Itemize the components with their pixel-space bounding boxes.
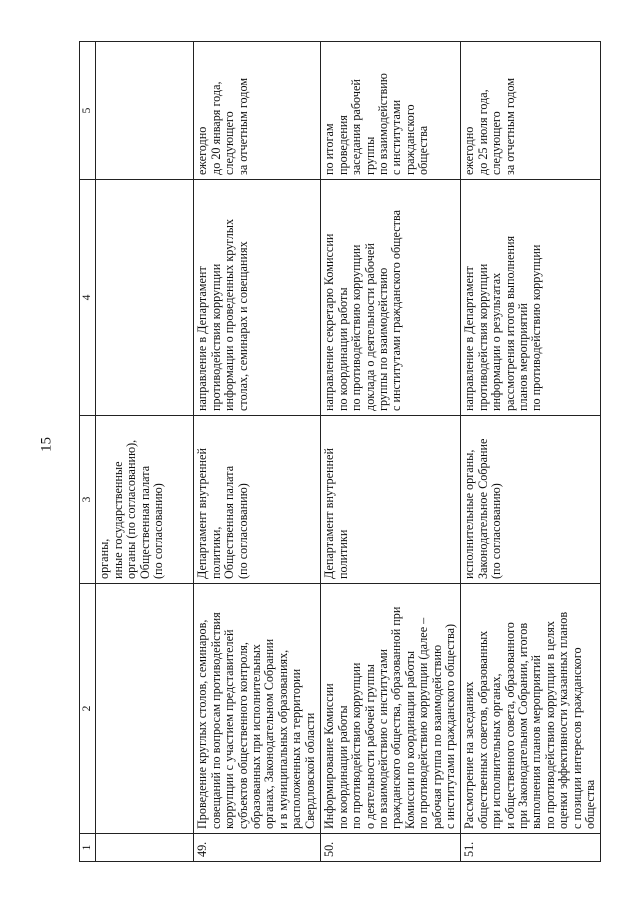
row-number: 50.: [321, 834, 461, 862]
page-number: 15: [38, 437, 55, 452]
result-cell: направление в Департамент противодействия коррупции информации о проведенных круглых столах, семинарах и совещаниях: [194, 180, 321, 416]
header-col-3: 3: [80, 416, 96, 584]
deadline-cell: ежегодно до 20 января года, следующего за отчетным годом: [194, 42, 321, 180]
plan-table: [79, 41, 601, 862]
deadline-cell: ежегодно до 25 июля года, следующего за отчетным годом: [461, 42, 601, 180]
executors-cell: Департамент внутренней политики, Общественная палата (по согласованию): [194, 416, 321, 584]
header-row: [80, 42, 96, 862]
result-cell: [96, 180, 194, 416]
result-cell: направление в Департамент противодействия коррупции информации о результатах рассмотрения итогов выполнения планов мероприятий по противодействию коррупции: [461, 180, 601, 416]
row-number: [96, 834, 194, 862]
row-number: 51.: [461, 834, 601, 862]
activity-cell: Информирование Комиссии по координации работы по противодействию коррупции о деятельности рабочей группы по взаимодействию с институтами гражданского общества, образованной при Комиссии по координации работы по противодействию коррупции (далее – рабочая группа по взаимодействию с институтами гражданского общества): [321, 584, 461, 834]
activity-cell: [96, 584, 194, 834]
activity-cell: Проведение круглых столов, семинаров, совещаний по вопросам противодействия коррупции с участием представителей субъектов общественного контроля, образованных при исполнительных органах, Законодательном Собрании и в муниципальных образованиях, расположенных на территории Свердловской области: [194, 584, 321, 834]
header-col-5: 5: [80, 42, 96, 180]
table-row: [194, 42, 321, 862]
executors-cell: органы, иные государственные органы (по согласованию), Общественная палата (по согласованию): [96, 416, 194, 584]
table-row: [321, 42, 461, 862]
activity-cell: Рассмотрение на заседаниях общественных советов, образованных при исполнительных органах, и общественного совета, образованного при Законодательном Собрании, итогов выполнения планов мероприятий по противодействию коррупции в целях оценки эффективности указанных планов с позиции интересов гражданского общества: [461, 584, 601, 834]
row-number: 49.: [194, 834, 321, 862]
deadline-cell: по итогам проведения заседания рабочей группы по взаимодействию с институтами гражданского общества: [321, 42, 461, 180]
executors-cell: Департамент внутренней политики: [321, 416, 461, 584]
header-col-4: 4: [80, 180, 96, 416]
header-col-2: 2: [80, 584, 96, 834]
result-cell: направление секретарю Комиссии по координации работы по противодействию коррупции доклада о деятельности рабочей группы по взаимодействию с институтами гражданского общества: [321, 180, 461, 416]
table-row: [96, 42, 194, 862]
deadline-cell: [96, 42, 194, 180]
table-row: [461, 42, 601, 862]
executors-cell: исполнительные органы, Законодательное Собрание (по согласованию): [461, 416, 601, 584]
plan-table-wrapper: [79, 42, 598, 862]
header-col-1: 1: [80, 834, 96, 862]
